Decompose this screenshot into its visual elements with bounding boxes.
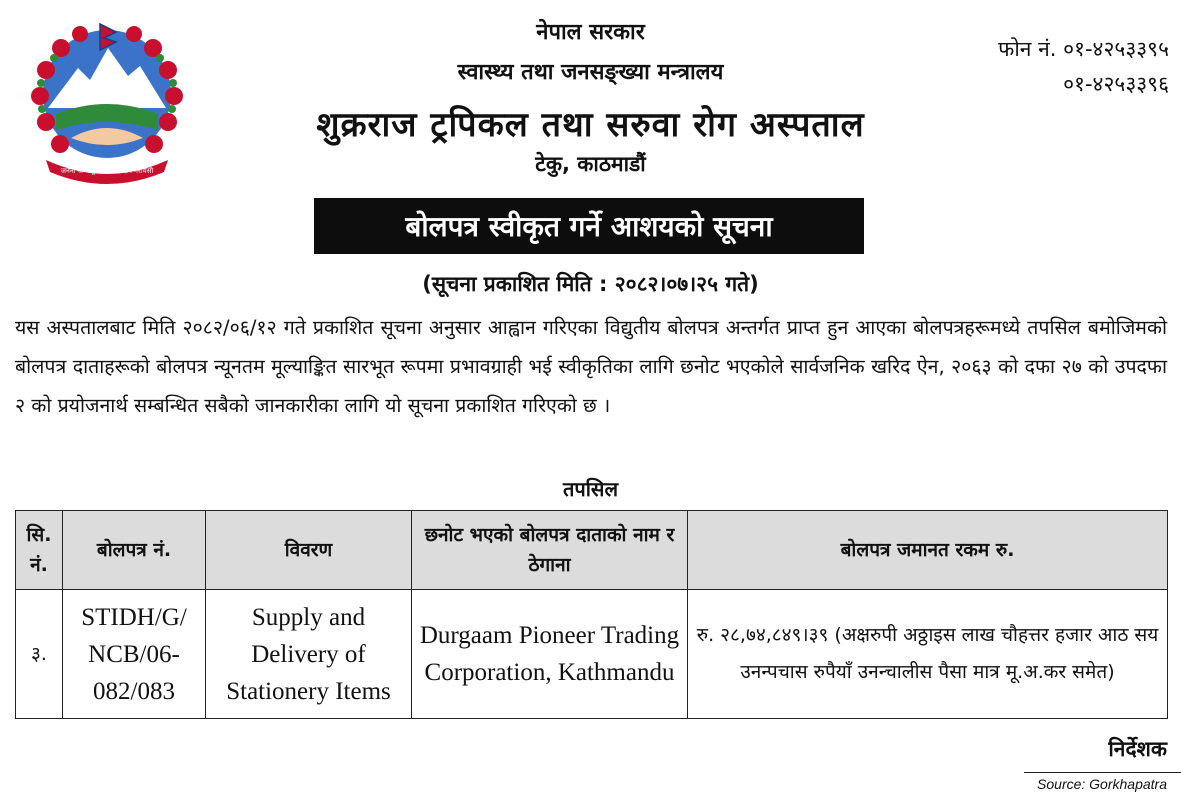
table-header-row bbox=[16, 511, 1168, 590]
cell-serial-number: ३. bbox=[16, 590, 63, 719]
emblem-motto: जननी जन्मभूमिश्च स्वर्गादपि गरीयसी bbox=[60, 167, 154, 175]
table-row bbox=[16, 590, 1168, 719]
notice-title: बोलपत्र स्वीकृत गर्ने आशयको सूचना bbox=[405, 210, 773, 243]
header-bidder: छनोट भएको बोलपत्र दाताको नाम र ठेगाना bbox=[412, 511, 688, 590]
header-serial-number: सि. नं. bbox=[16, 511, 63, 590]
cell-bid-number: STIDH/G/ NCB/06- 082/083 bbox=[63, 590, 206, 719]
hospital-name: शुक्रराज ट्रपिकल तथा सरुवा रोग अस्पताल bbox=[316, 105, 865, 145]
hospital-address: टेकु, काठमाडौं bbox=[535, 152, 646, 176]
cell-bid-security: रु. २८,७४,८४९।३९ (अक्षरुपी अठ्ठाइस लाख चौहत्तर हजार आठ सय उनन्पचास रुपैयाँ उनन्चालीस पैसा मात्र मू.अ.कर समेत) bbox=[688, 590, 1168, 719]
schedule-heading: तपसिल bbox=[562, 477, 619, 501]
notice-title-banner bbox=[314, 198, 864, 254]
header-bid-security: बोलपत्र जमानत रकम रु. bbox=[688, 511, 1168, 590]
published-date: (सूचना प्रकाशित मिति : २०८२।०७।२५ गते) bbox=[422, 272, 759, 296]
signatory: निर्देशक bbox=[1108, 737, 1167, 761]
government-name: नेपाल सरकार bbox=[536, 20, 645, 45]
ministry-name: स्वास्थ्य तथा जनसङ्ख्या मन्त्रालय bbox=[457, 60, 724, 85]
phone-number-1: फोन नं. ०१-४२५३३९५ bbox=[998, 37, 1169, 61]
cell-description: Supply and Delivery of Stationery Items bbox=[206, 590, 412, 719]
source-credit: Source: Gorkhapatra bbox=[1037, 776, 1167, 792]
header-description: विवरण bbox=[206, 511, 412, 590]
footer-divider bbox=[1024, 772, 1181, 773]
bid-schedule-table bbox=[15, 510, 1168, 719]
notice-body: यस अस्पतालबाट मिति २०८२/०६/१२ गते प्रकाशित सूचना अनुसार आह्वान गरिएका विद्युतीय बोलपत्र अन्तर्गत प्राप्त हुन आएका बोलपत्रहरूमध्ये तपसिल बमोजिमको बोलपत्र दाताहरूको बोलपत्र न्यूनतम मूल्याङ्कित सारभूत रूपमा प्रभावग्राही भई स्वीकृतिका लागि छनोट भएकोले सार्वजनिक खरिद ऐन, २०६३ को दफा २७ को उपदफा २ को प्रयोजनार्थ सम्बन्धित सबैको जानकारीका लागि यो सूचना प्रकाशित गरिएको छ । bbox=[15, 316, 1167, 417]
cell-bidder: Durgaam Pioneer Trading Corporation, Kathmandu bbox=[412, 590, 688, 719]
header-bid-number: बोलपत्र नं. bbox=[63, 511, 206, 590]
phone-number-2: ०१-४२५३३९६ bbox=[1063, 72, 1169, 96]
